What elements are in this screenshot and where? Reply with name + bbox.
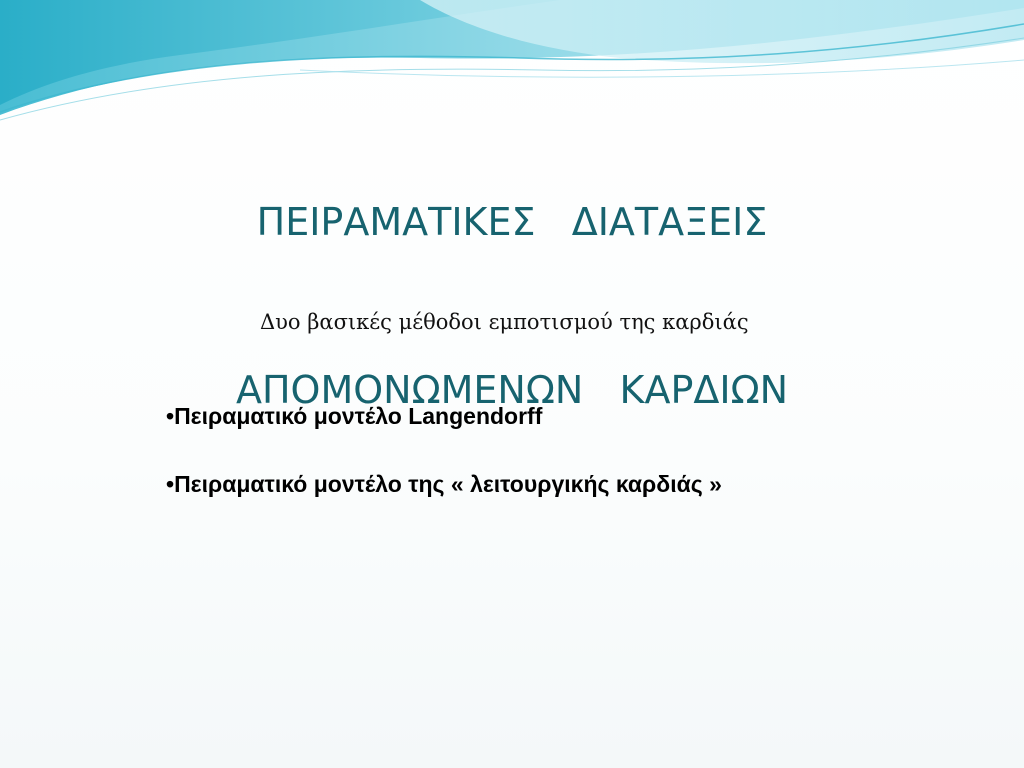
bullet-item	[166, 398, 986, 434]
slide-subtitle: Δυο βασικές μέθοδοι εμποτισμού της καρδιάς	[260, 310, 749, 334]
bullet-marker: •	[166, 471, 175, 497]
slide-title-line-1: ΠΕΙΡΑΜΑΤΙΚΕΣ ΔΙΑΤΑΞΕΙΣ	[256, 200, 768, 244]
bullet-text-langendorff: Πειραματικό μοντέλο Langendorff	[174, 403, 543, 429]
slide-title-line-2: ΑΠΟΜΟΝΩΜΕΝΩΝ ΚΑΡΔΙΩΝ	[235, 368, 789, 412]
bullet-marker: •	[166, 403, 175, 429]
bullet-text-working-heart: Πειραματικό μοντέλο της « λειτουργικής καρδιάς »	[174, 471, 722, 497]
bullet-list	[166, 398, 986, 502]
bullet-item	[166, 466, 986, 502]
